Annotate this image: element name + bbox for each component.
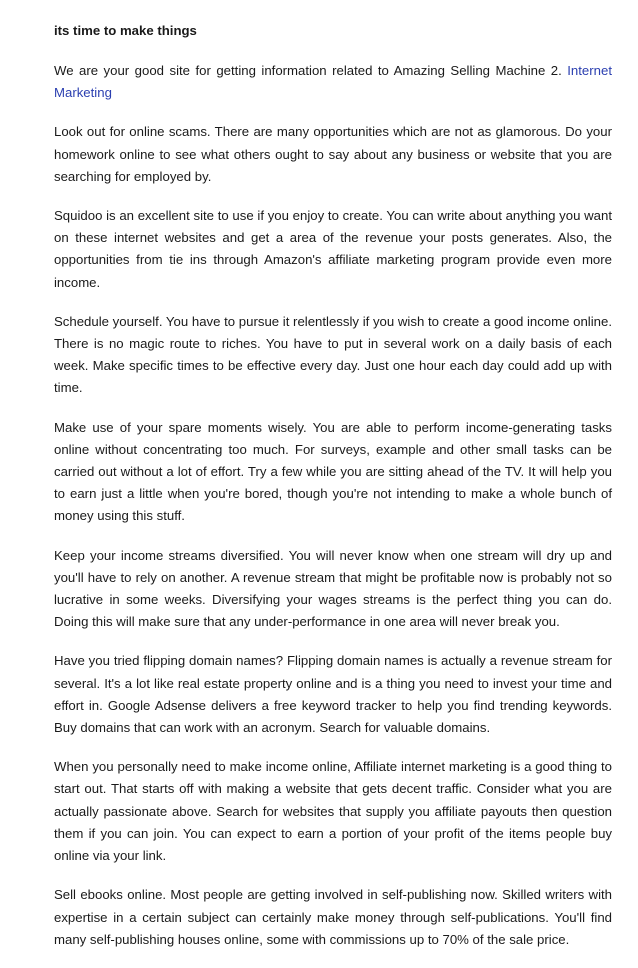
paragraph-squidoo: Squidoo is an excellent site to use if you enjoy to create. You can write about anything you want on these internet websites and get a area of the revenue your posts generates. Also, the opportunities from tie ins through Amazon's affiliate marketing program provide even more income. [54, 208, 612, 290]
paragraph-affiliate-marketing: When you personally need to make income online, Affiliate internet marketing is a good thing to start out. That starts off with making a website that gets decent traffic. Consider what you are actually passionate above. Search for websites that supply you affiliate payouts then question them if you can join. You can expect to earn a portion of your profit of the items people buy online via your link. [54, 759, 612, 864]
paragraph-income-streams: Keep your income streams diversified. You will never know when one stream will dry up and you'll have to rely on another. A revenue stream that might be profitable now is probably not so lucrative in some weeks. Diversifying your wages streams is the perfect thing you can do. Doing this will make sure that any under-performance in one area will never break you. [54, 547, 612, 630]
intro-paragraph [54, 60, 612, 104]
paragraph-online-scams: Look out for online scams. There are many opportunities which are not as glamorous. Do your homework online to see what others ought to say about any business or website that you are searching for employed by. [54, 124, 612, 184]
paragraph-schedule: Schedule yourself. You have to pursue it relentlessly if you wish to create a good income online. There is no magic route to riches. You have to put in several work on a daily basis of each week. Make specific times to be effective every day. Just one hour each day could add up with time. [54, 313, 612, 396]
paragraph-sell-ebooks: Sell ebooks online. Most people are getting involved in self-publishing now. Skilled writers with expertise in a certain subject can certainly make money through self-publications. You'll find many self-publishing houses online, some with commissions up to 70% of the sale price. [54, 887, 612, 947]
paragraph-spare-moments: Make use of your spare moments wisely. You are able to perform income-generating tasks online without concentrating too much. For surveys, example and other small tasks can be carried out without a lot of effort. Try a few while you are sitting ahead of the TV. It will help you to earn just a little when you're bored, though you're not intending to make a whole bunch of money using this stuff. [54, 419, 612, 524]
internet-marketing-link[interactable]: Internet Marketing [54, 63, 612, 101]
document-page [54, 20, 612, 968]
intro-text: We are your good site for getting information related to Amazing Selling Machine 2. [54, 63, 568, 78]
document-title: its time to make things [54, 23, 197, 38]
paragraph-domain-names: Have you tried flipping domain names? Flipping domain names is actually a revenue stream for several. It's a lot like real estate property online and is a thing you need to invest your time and effort in. Google Adsense delivers a free keyword tracker to help you find trending keywords. Buy domains that can work with an acronym. Search for valuable domains. [54, 653, 612, 736]
